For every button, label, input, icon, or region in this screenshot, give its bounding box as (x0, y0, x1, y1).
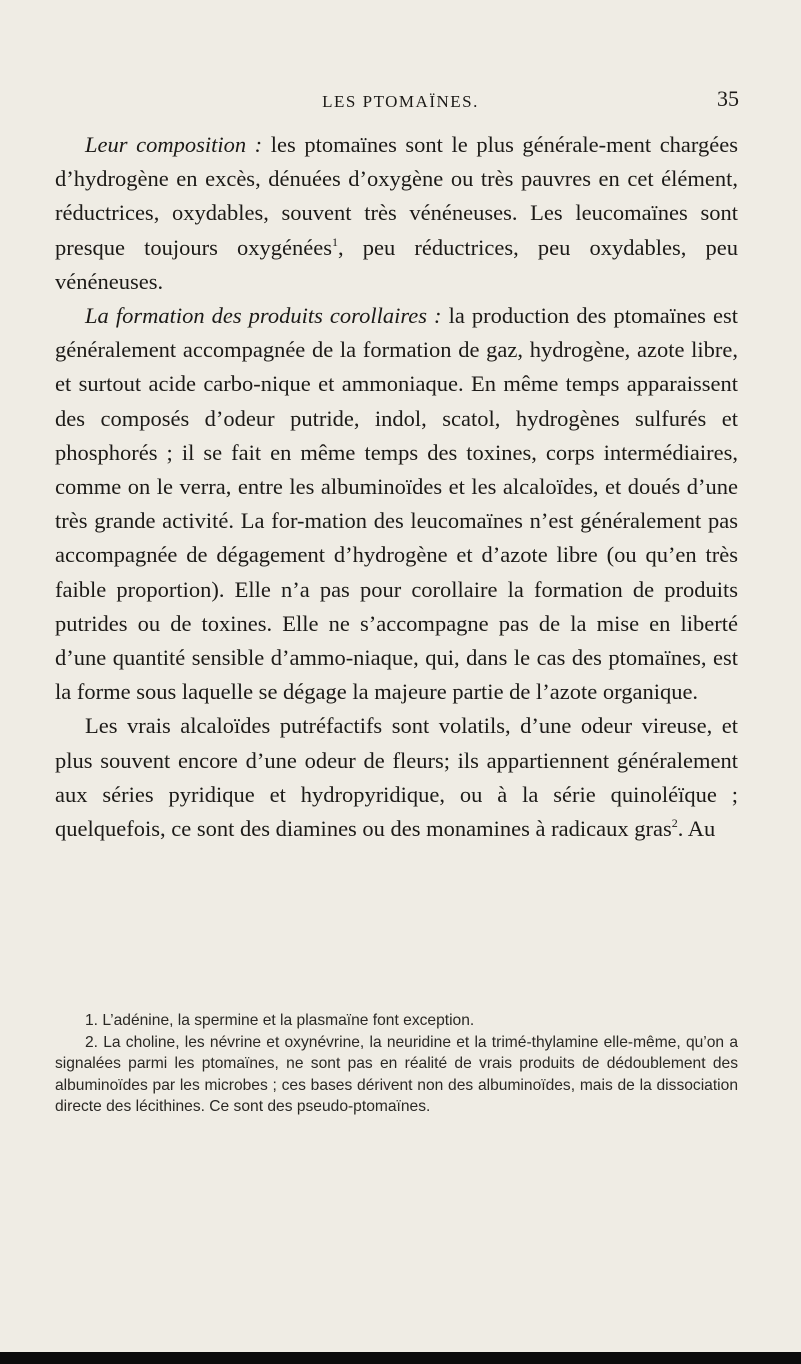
paragraph-composition (55, 128, 738, 299)
paragraph-heading: La formation des produits corollaires : (85, 303, 442, 329)
running-title: LES PTOMAÏNES. (322, 92, 479, 111)
paragraph-formation (55, 299, 738, 709)
paragraph-text: Les vrais alcaloïdes putréfactifs sont volatils, d’une odeur vireuse, et plus souvent encore d’une odeur de fleurs; ils appartiennent généralement aux séries pyridique et hydropyridique, ou à la série quinoléïque ; quelquefois, ce sont des diamines ou des monamines à radicaux gras (55, 713, 738, 842)
paragraph-heading: Leur composition : (85, 132, 263, 157)
paragraph-text: la production des ptomaïnes est généralement accompagnée de la formation de gaz, hydrogène, azote libre, et surtout acide carbo-nique et ammoniaque. En même temps apparaissent des composés d’odeur putride, indol, scatol, hydrogènes sulfurés et phosphorés ; il se fait en même temps des toxines, corps intermédiaires, comme on le verra, entre les albuminoïdes et les alcaloïdes, et doués d’une très grande activité. La for-mation des leucomaïnes n’est généralement pas accompagnée de dégagement d’hydrogène et d’azote libre (ou qu’en très faible proportion). Elle n’a pas pour corollaire la formation de produits putrides ou de toxines. Elle ne s’accompagne pas de la mise en liberté d’une quantité sensible d’ammo-niaque, qui, dans le cas des ptomaïnes, est la forme sous laquelle se dégage la majeure partie de l’azote organique. (55, 303, 738, 705)
paragraph-text: . Au (677, 816, 716, 842)
footnote-1: 1. L’adénine, la spermine et la plasmaïne font exception. (85, 1012, 475, 1029)
running-head (0, 86, 801, 116)
paragraph-text: , peu réductrices, peu oxydables, peu vénéneuses. (55, 234, 738, 294)
page-number: 35 (717, 86, 739, 111)
footnote-ref: 1 (331, 234, 338, 249)
paragraph-text: les ptomaïnes sont le plus générale-ment chargées d’hydrogène en excès, dénuées d’oxygène ou très pauvres en cet élément, réductrices, oxydables, souvent très vénéneuses. Les leucomaïnes sont presque toujours oxygénées (55, 132, 738, 260)
body-text (55, 128, 738, 846)
footnote-2: 2. La choline, les névrine et oxynévrine, la neuridine et la trimé-thylamine elle-même, qu’on a signalées parmi les ptomaïnes, ne sont pas en réalité de vrais produits de dédoublement des albuminoïdes par les microbes ; ces bases dérivent non des albuminoïdes, mais de la dissociation directe des lécithines. Ce sont des pseudo-ptomaïnes. (55, 1033, 738, 1116)
scan-edge (0, 1352, 801, 1364)
footnotes (55, 1010, 738, 1118)
paragraph-alcaloides (55, 709, 738, 846)
footnote-ref: 2 (671, 816, 678, 831)
